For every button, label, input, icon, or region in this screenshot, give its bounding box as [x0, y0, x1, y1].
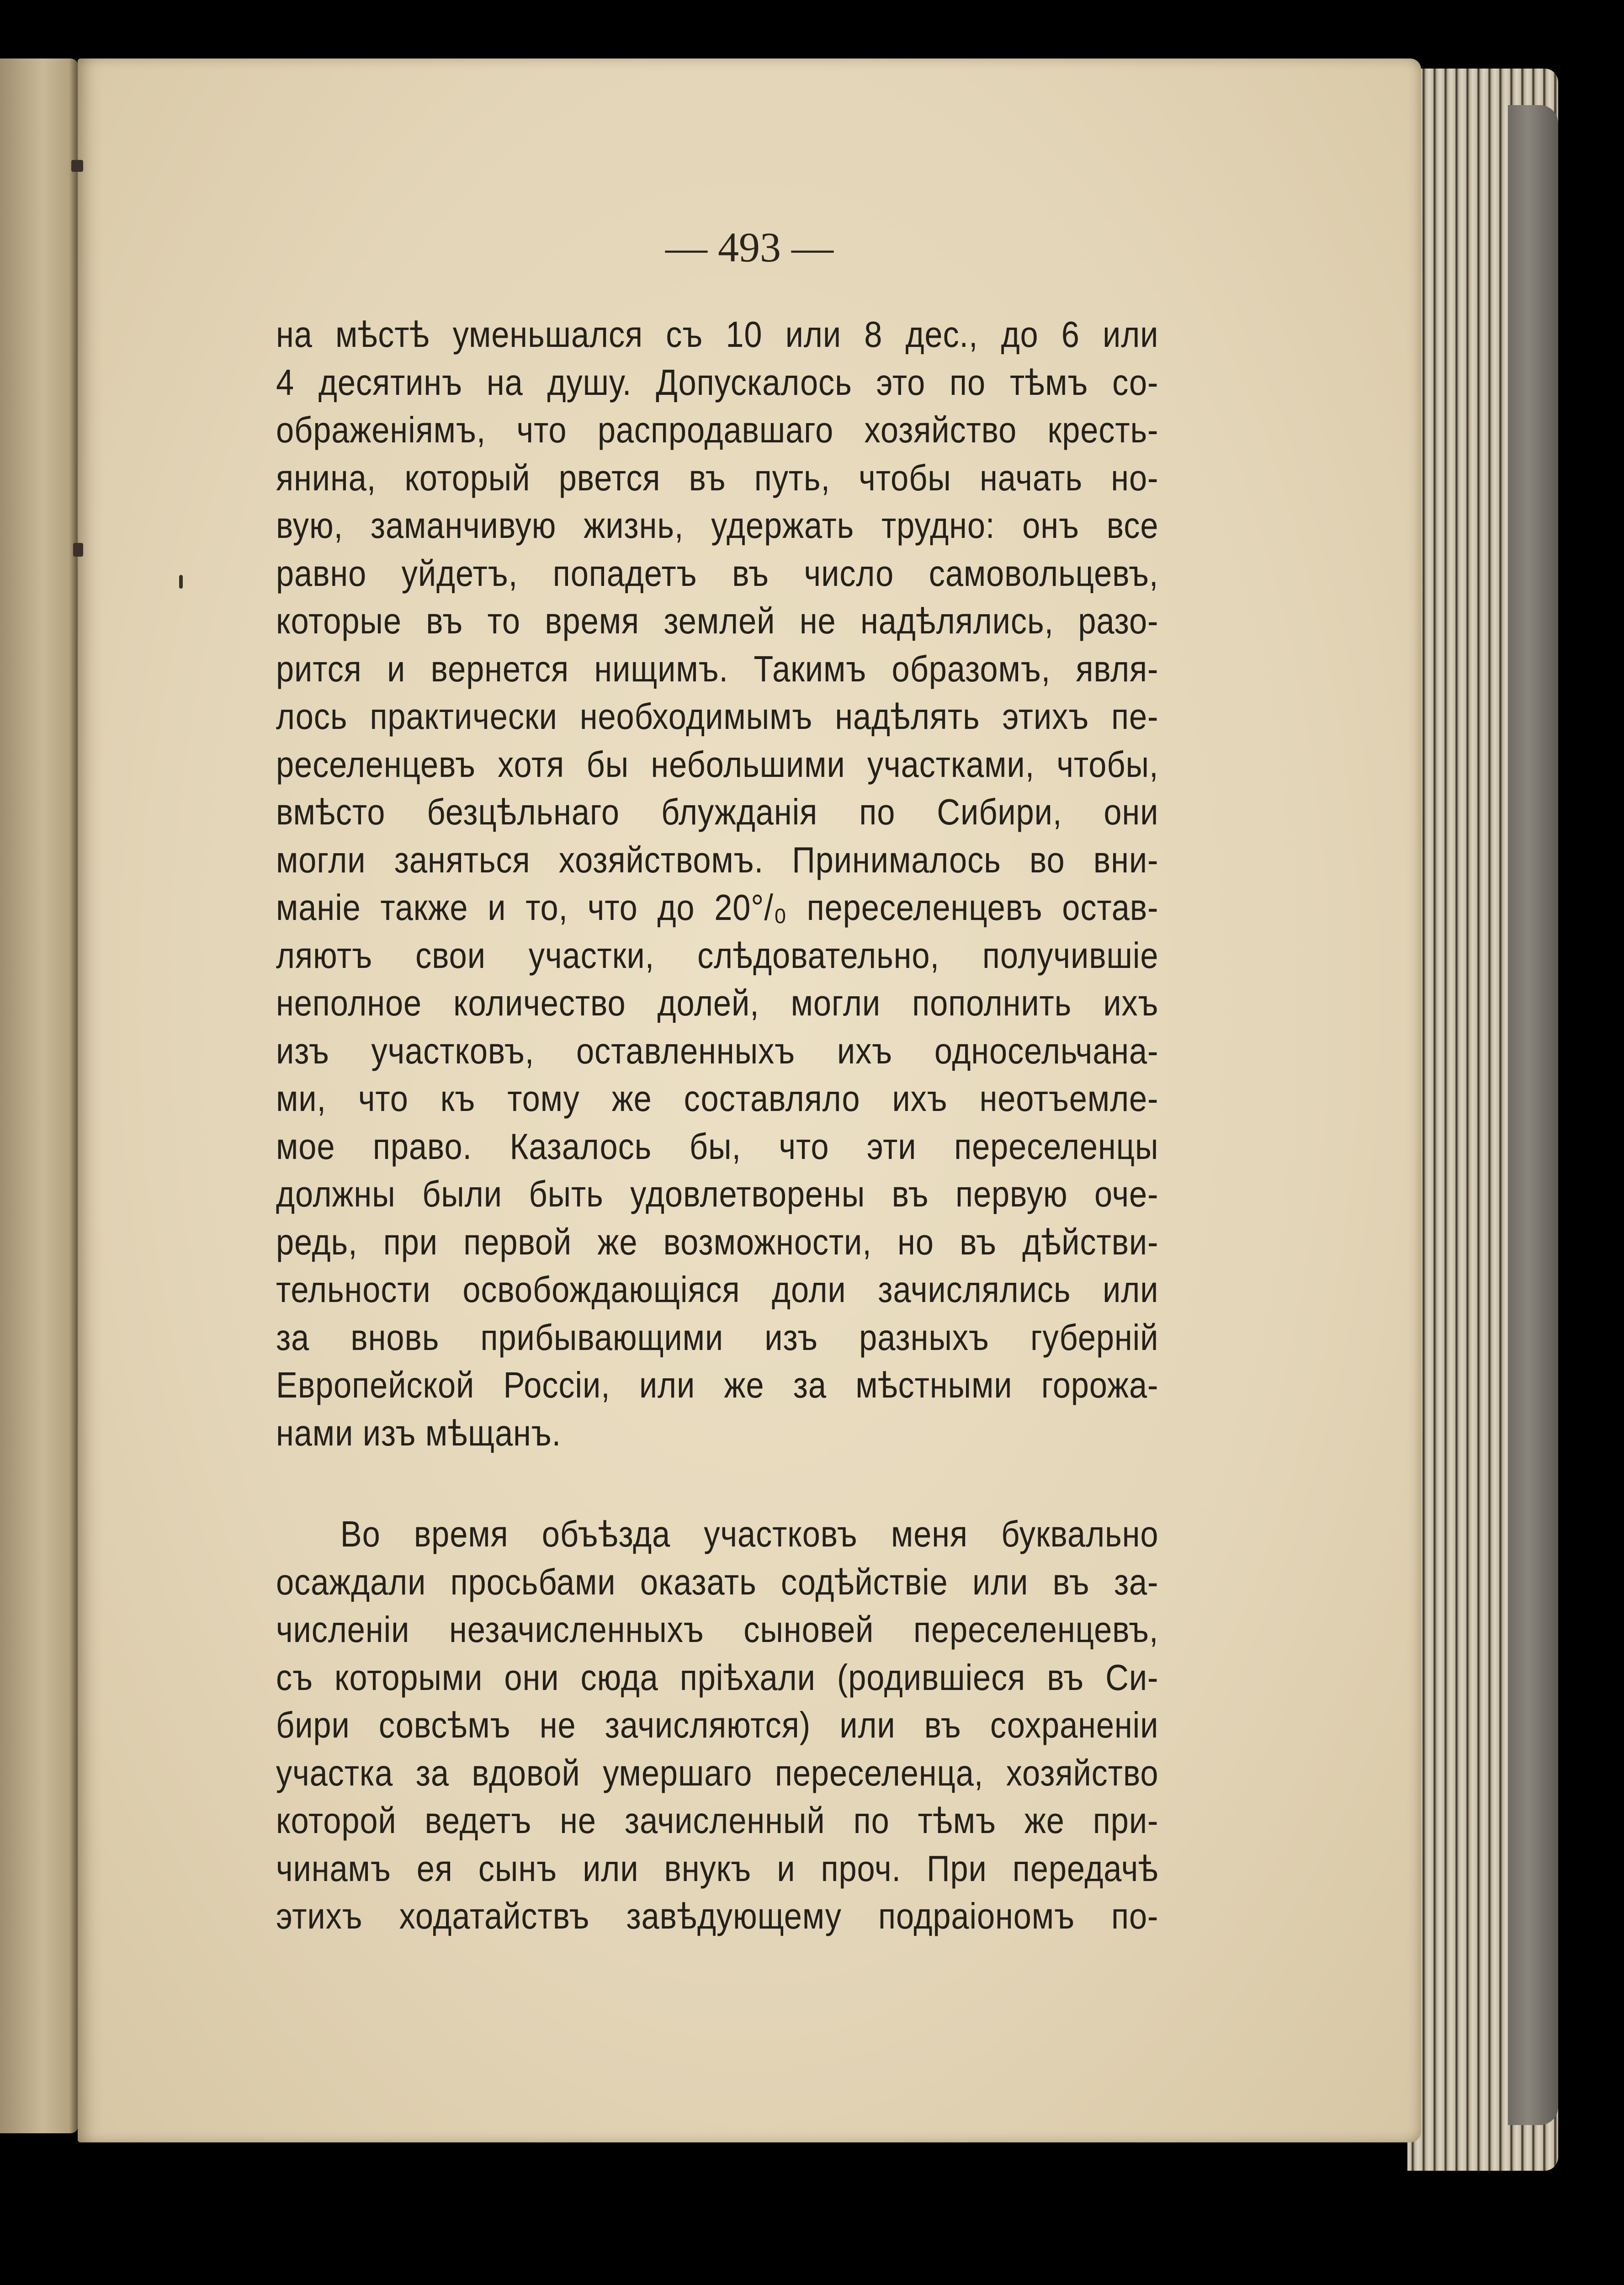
text-line: маніе также и то, что до 20°/₀ переселенцевъ остав-	[276, 887, 1159, 928]
text-line: чинамъ ея сынъ или внукъ и проч. При передачѣ	[276, 1848, 1159, 1889]
text-line: лось практически необходимымъ надѣлять этихъ пе-	[276, 696, 1159, 737]
paragraph-1	[276, 311, 1159, 1457]
text-line: редь, при первой же возможности, но въ дѣйстви-	[276, 1221, 1159, 1262]
left-page-edge	[0, 58, 79, 2133]
left-edge-mark	[71, 160, 83, 172]
text-line: тельности освобождающіяся доли зачислялись или	[276, 1269, 1159, 1310]
text-line: ображеніямъ, что распродавшаго хозяйство кресть-	[276, 409, 1159, 450]
text-line: 4 десятинъ на душу. Допускалось это по тѣмъ со-	[276, 361, 1159, 403]
text-line: ляютъ свои участки, слѣдовательно, получившіе	[276, 935, 1159, 976]
text-line: осаждали просьбами оказать содѣйствіе или въ за-	[276, 1561, 1159, 1602]
text-line: численіи незачисленныхъ сыновей переселенцевъ,	[276, 1609, 1159, 1650]
text-line: вмѣсто безцѣльнаго блужданія по Сибири, они	[276, 792, 1159, 832]
text-line: мое право. Казалось бы, что эти переселенцы	[276, 1126, 1159, 1167]
text-line: рится и вернется нищимъ. Такимъ образомъ, явля-	[276, 648, 1159, 689]
text-line: должны были быть удовлетворены въ первую оче-	[276, 1174, 1159, 1214]
text-line: янина, который рвется въ путь, чтобы начать но-	[276, 457, 1159, 498]
text-line: неполное количество долей, могли пополнить ихъ	[276, 983, 1159, 1023]
text-line: Европейской Россіи, или же за мѣстными горожа-	[276, 1365, 1159, 1405]
text-line: Во время объѣзда участковъ меня буквально	[340, 1514, 1159, 1554]
text-line: вую, заманчивую жизнь, удержать трудно: онъ все	[276, 505, 1159, 546]
page-number: — 493 —	[665, 224, 833, 271]
book-binding	[1508, 105, 1558, 2125]
text-line: на мѣстѣ уменьшался съ 10 или 8 дес., до 6 или	[276, 314, 1159, 355]
page-speck	[179, 575, 183, 589]
text-line: изъ участковъ, оставленныхъ ихъ односельчана-	[276, 1030, 1159, 1071]
text-line: ми, что къ тому же составляло ихъ неотъемле-	[276, 1078, 1159, 1119]
text-line: нами изъ мѣщанъ.	[276, 1412, 562, 1453]
text-line: съ которыми они сюда пріѣхали (родившіеся въ Си-	[276, 1657, 1159, 1698]
left-edge-mark	[73, 543, 83, 557]
paragraph-2	[276, 1510, 1159, 1940]
text-line: бири совсѣмъ не зачисляются) или въ сохраненіи	[276, 1705, 1159, 1745]
text-line: которые въ то время землей не надѣлялись, разо-	[276, 600, 1159, 641]
text-line: могли заняться хозяйствомъ. Принималось во вни-	[276, 839, 1159, 880]
paragraph-gap	[276, 1457, 1159, 1510]
text-line: этихъ ходатайствъ завѣдующему подраіономъ по-	[276, 1896, 1159, 1936]
page-body-text	[276, 311, 1159, 1940]
text-line: которой ведетъ не зачисленный по тѣмъ же при-	[276, 1800, 1159, 1841]
text-line: участка за вдовой умершаго переселенца, хозяйство	[276, 1752, 1159, 1793]
text-line: равно уйдетъ, попадетъ въ число самовольцевъ,	[276, 553, 1159, 594]
text-line: реселенцевъ хотя бы небольшими участками, чтобы,	[276, 744, 1159, 785]
text-line: за вновь прибывающими изъ разныхъ губерній	[276, 1317, 1159, 1358]
